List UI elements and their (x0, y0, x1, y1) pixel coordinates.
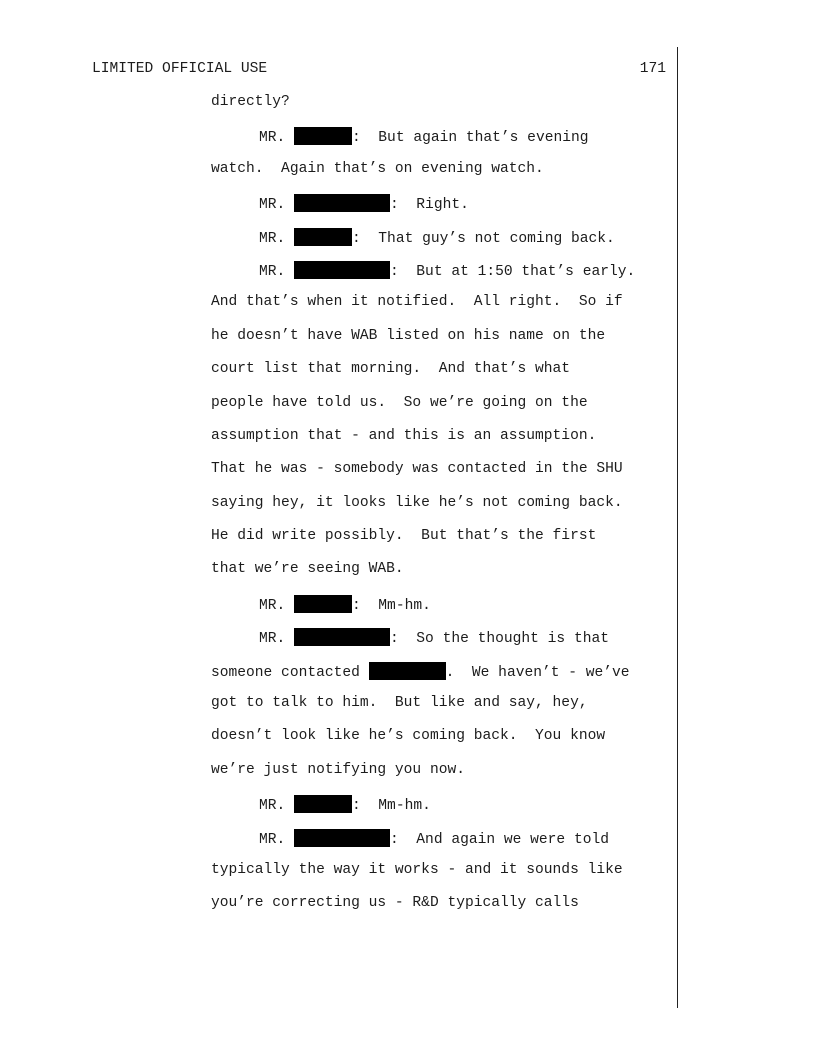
line-segment: directly? (211, 94, 290, 110)
transcript-line (0, 161, 680, 194)
line-segment: MR. (259, 197, 295, 214)
transcript-line (0, 461, 680, 494)
line-text (211, 94, 290, 110)
transcript-line (0, 428, 680, 461)
redaction-block (294, 628, 390, 646)
line-text (259, 595, 431, 614)
redaction-block (294, 127, 352, 145)
transcript-line (0, 94, 680, 127)
line-segment: MR. (259, 230, 295, 247)
line-segment: assumption that - and this is an assumption. (211, 427, 597, 444)
line-text (259, 261, 635, 280)
line-text (259, 628, 609, 647)
line-text (211, 762, 465, 778)
line-text (211, 695, 588, 711)
line-segment: court list that morning. And that’s what (211, 361, 571, 378)
transcript-line (0, 695, 680, 728)
transcript-line (0, 228, 680, 261)
line-text (211, 895, 579, 911)
line-text (211, 161, 544, 177)
line-segment: people have told us. So we’re going on the (211, 394, 588, 411)
line-segment: someone contacted (211, 664, 369, 681)
line-segment: He did write possibly. But that’s the first (211, 528, 597, 545)
transcript-line (0, 895, 680, 928)
line-segment: : But at 1:50 that’s early. (390, 263, 636, 280)
line-text (211, 294, 623, 310)
line-segment: That he was - somebody was contacted in the SHU (211, 461, 623, 478)
transcript-line (0, 628, 680, 661)
line-segment: And that’s when it notified. All right. So if (211, 294, 623, 311)
line-segment: MR. (259, 130, 295, 147)
transcript-line (0, 495, 680, 528)
line-text (259, 228, 615, 247)
transcript-line (0, 728, 680, 761)
line-segment: we’re just notifying you now. (211, 761, 465, 778)
classification-header: LIMITED OFFICIAL USE (92, 61, 268, 77)
line-text (211, 428, 596, 444)
transcript-line (0, 795, 680, 828)
line-segment: MR. (259, 831, 295, 848)
line-segment: you’re correcting us - R&D typically calls (211, 895, 579, 912)
transcript-line (0, 862, 680, 895)
line-text (211, 361, 570, 377)
redaction-block (369, 662, 446, 680)
line-text (211, 728, 605, 744)
line-text (211, 662, 630, 681)
line-text (211, 561, 404, 577)
transcript-line (0, 561, 680, 594)
line-segment: : And again we were told (390, 831, 609, 848)
transcript-line (0, 528, 680, 561)
line-segment: saying hey, it looks like he’s not coming back. (211, 494, 623, 511)
line-segment: : That guy’s not coming back. (352, 230, 615, 247)
line-text (211, 862, 623, 878)
line-segment: . We haven’t - we’ve (445, 664, 630, 681)
line-segment: : Mm-hm. (352, 597, 431, 614)
line-segment: : So the thought is that (390, 631, 609, 648)
line-segment: : But again that’s evening (352, 130, 589, 147)
line-segment: typically the way it works - and it sounds like (211, 861, 623, 878)
line-segment: : Right. (390, 197, 469, 214)
line-text (259, 829, 609, 848)
line-segment: MR. (259, 798, 295, 815)
transcript-line (0, 294, 680, 327)
redaction-block (294, 194, 390, 212)
transcript-line (0, 127, 680, 160)
transcript-line (0, 395, 680, 428)
line-text (259, 795, 431, 814)
transcript-line (0, 328, 680, 361)
line-text (211, 528, 596, 544)
line-segment: MR. (259, 597, 295, 614)
line-text (211, 328, 605, 344)
redaction-block (294, 829, 390, 847)
transcript-line (0, 194, 680, 227)
line-segment: : Mm-hm. (352, 798, 431, 815)
page-number: 171 (639, 61, 666, 77)
transcript-body (0, 94, 680, 929)
redaction-block (294, 795, 352, 813)
line-segment: he doesn’t have WAB listed on his name on the (211, 327, 606, 344)
redaction-block (294, 261, 390, 279)
transcript-line (0, 829, 680, 862)
transcript-line (0, 361, 680, 394)
transcript-line (0, 662, 680, 695)
transcript-line (0, 762, 680, 795)
redaction-block (294, 228, 352, 246)
line-segment: MR. (259, 263, 295, 280)
line-segment: watch. Again that’s on evening watch. (211, 160, 544, 177)
line-segment: that we’re seeing WAB. (211, 561, 404, 578)
redaction-block (294, 595, 352, 613)
line-text (259, 194, 469, 213)
line-text (211, 495, 623, 511)
line-text (211, 395, 588, 411)
line-segment: got to talk to him. But like and say, hey, (211, 695, 588, 712)
transcript-line (0, 595, 680, 628)
line-segment: doesn’t look like he’s coming back. You know (211, 728, 606, 745)
line-segment: MR. (259, 631, 295, 648)
line-text (211, 461, 623, 477)
transcript-line (0, 261, 680, 294)
line-text (259, 127, 589, 146)
